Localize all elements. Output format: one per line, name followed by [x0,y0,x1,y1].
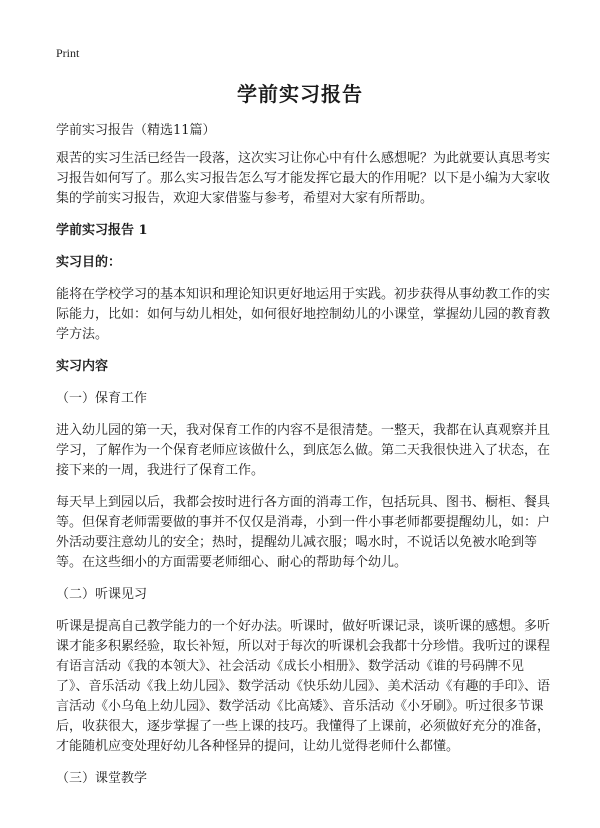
article-body [56,121,556,801]
purpose-paragraph: 能将在学校学习的基本知识和理论知识更好地运用于实践。初步获得从事幼教工作的实际能力，比如：如何与幼儿相处，如何很好地控制幼儿的小课堂，掌握幼儿园的教育教学方法。 [56,287,551,342]
care-work-paragraph-2: 每天早上到园以后，我都会按时进行各方面的消毒工作，包括玩具、图书、橱柜、餐具等。但保育老师需要做的事并不仅仅是消毒，小到一件小事老师都要提醒幼儿，如：户外活动要注意幼儿的安全；热时，提醒幼儿减衣服；喝水时，不说话以免被水呛到等等。在这些细小的方面需要老师细心、耐心的帮助每个幼儿。 [56,495,551,570]
page-title: 学前实习报告 [237,82,363,106]
content-heading: 实习内容 [56,359,109,374]
intro-paragraph: 艰苦的实习生活已经告一段落，这次实习让你心中有什么感想呢？为此就要认真思考实习报告如何写了。那么实习报告怎么写才能发挥它最大的作用呢？以下是小编为大家收集的学前实习报告，欢迎大家借鉴与参考，希望对大家有所帮助。 [56,151,551,206]
care-work-paragraph-1: 进入幼儿园的第一天，我对保育工作的内容不是很清楚。一整天，我都在认真观察并且学习，了解作为一个保育老师应该做什么，到底怎么做。第二天我很快进入了状态，在接下来的一周，我进行了保育工作。 [56,423,551,478]
article-subtitle: 学前实习报告（精选11篇） [56,123,216,138]
section-heading-teaching: （三）课堂教学 [56,771,148,786]
section-heading-care-work: （一）保育工作 [56,391,148,406]
purpose-heading: 实习目的： [56,255,122,270]
report-heading: 学前实习报告 1 [56,223,148,238]
observation-paragraph: 听课是提高自己教学能力的一个好办法。听课时，做好听课记录，谈听课的感想。多听课才能多积累经验，取长补短，所以对于每次的听课机会我都十分珍惜。我听过的课程有语言活动《我的本领大》、社会活动《成长小相册》、数学活动《谁的号码牌不见了》、音乐活动《我上幼儿园》、数学活动《快乐幼儿园》、美术活动《有趣的手印》、语言活动《小乌龟上幼儿园》、数学活动《比高矮》、音乐活动《小牙刷》。听过很多节课后，收获很大，逐步掌握了一些上课的技巧。我懂得了上课前，必须做好充分的准备，才能随机应变处理好幼儿各种怪异的提问，让幼儿觉得老师什么都懂。 [56,619,551,754]
section-heading-observation: （二）听课见习 [56,587,148,602]
print-link[interactable]: Print [56,46,80,60]
